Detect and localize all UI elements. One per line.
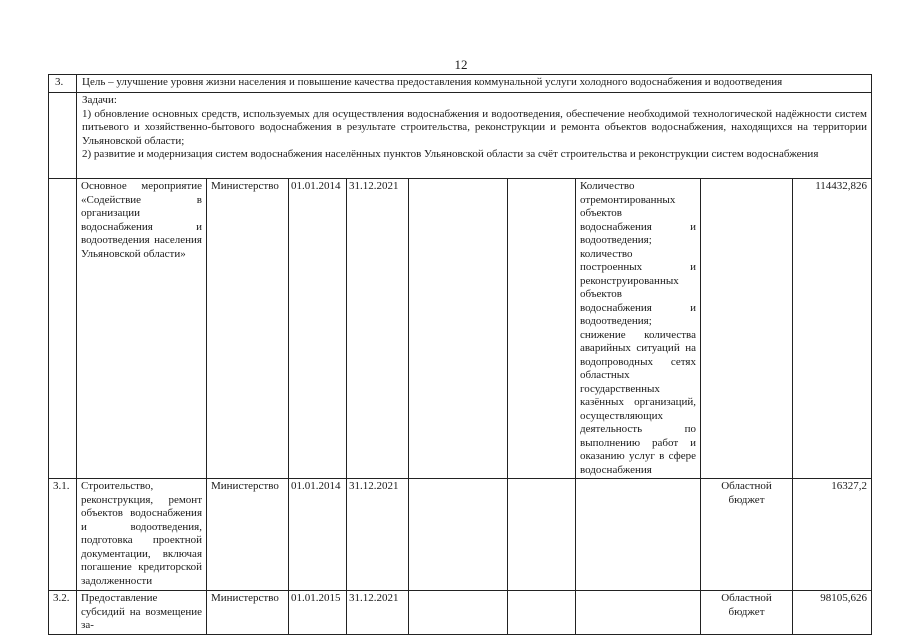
empty-cell [409,179,508,479]
row-executor: Министерство [207,591,289,635]
program-table [48,74,872,635]
goal-number: 3. [49,75,77,93]
tasks-cell [77,93,872,179]
row-amount: 16327,2 [793,479,872,591]
task-2: 2) развитие и модернизация систем водоснабжения населённых пунктов Ульяновской области за счёт строительства и реконструкции систем водоснабжения [82,148,819,160]
table-row [49,479,872,591]
goal-row [49,75,872,93]
empty-cell [576,479,701,591]
row-start-date: 01.01.2014 [289,179,347,479]
table-row [49,179,872,479]
row-amount: 98105,626 [793,591,872,635]
row-executor: Министерство [207,479,289,591]
goal-text: Цель – улучшение уровня жизни населения и повышение качества предоставления коммунальной услуги холодного водоснабжения и водоотведения [77,75,872,93]
row-number: 3.2. [49,591,77,635]
row-start-date: 01.01.2014 [289,479,347,591]
task-1: 1) обновление основных средств, используемых для осуществления водоснабжения и водоотведения, обеспечение необходимой технологической надёжности систем питьевого и хозяйственно-бытового водоснабжения в результате строительства, реконструкции и ремонта объектов водоснабжения, находящихся на территории Ульяновской области; [82,107,868,147]
row-source: Областной бюджет [701,591,793,635]
row-amount: 114432,826 [793,179,872,479]
row-executor: Министерство [207,179,289,479]
tasks-heading: Задачи: [82,94,117,106]
row-end-date: 31.12.2021 [347,479,409,591]
empty-cell [409,591,508,635]
row-end-date: 31.12.2021 [347,179,409,479]
row-name: Предоставление субсидий на возмещение за- [77,591,207,635]
empty-cell [508,179,576,479]
row-end-date: 31.12.2021 [347,591,409,635]
row-indicators [576,179,701,479]
empty-cell [508,479,576,591]
empty-cell [576,591,701,635]
table-row [49,591,872,635]
indicator-item: Количество отремонтированных объектов водоснабжения и водоотведения; [580,180,696,246]
tasks-row [49,93,872,179]
indicator-item: снижение количества аварийных ситуаций на водопроводных сетях областных государственных казённых организаций, осуществляющих деятельность по выполнению работ и оказанию услуг в сфере водоснабжения [580,328,696,476]
row-number [49,179,77,479]
row-source [701,179,793,479]
indicator-item: количество построенных и реконструированных объектов водоснабжения и водоотведения; [580,247,696,327]
row-number: 3.1. [49,479,77,591]
tasks-number-cell [49,93,77,179]
empty-cell [508,591,576,635]
empty-cell [409,479,508,591]
row-source: Областной бюджет [701,479,793,591]
row-name: Основное мероприятие «Содействие в организации водоснабжения и водоотведения населения Ульяновской области» [77,179,207,479]
row-name: Строительство, реконструкция, ремонт объектов водоснабжения и водоотведения, подготовка проектной документации, включая погашение кредиторской задолженности [77,479,207,591]
page-number: 12 [454,57,468,72]
row-start-date: 01.01.2015 [289,591,347,635]
